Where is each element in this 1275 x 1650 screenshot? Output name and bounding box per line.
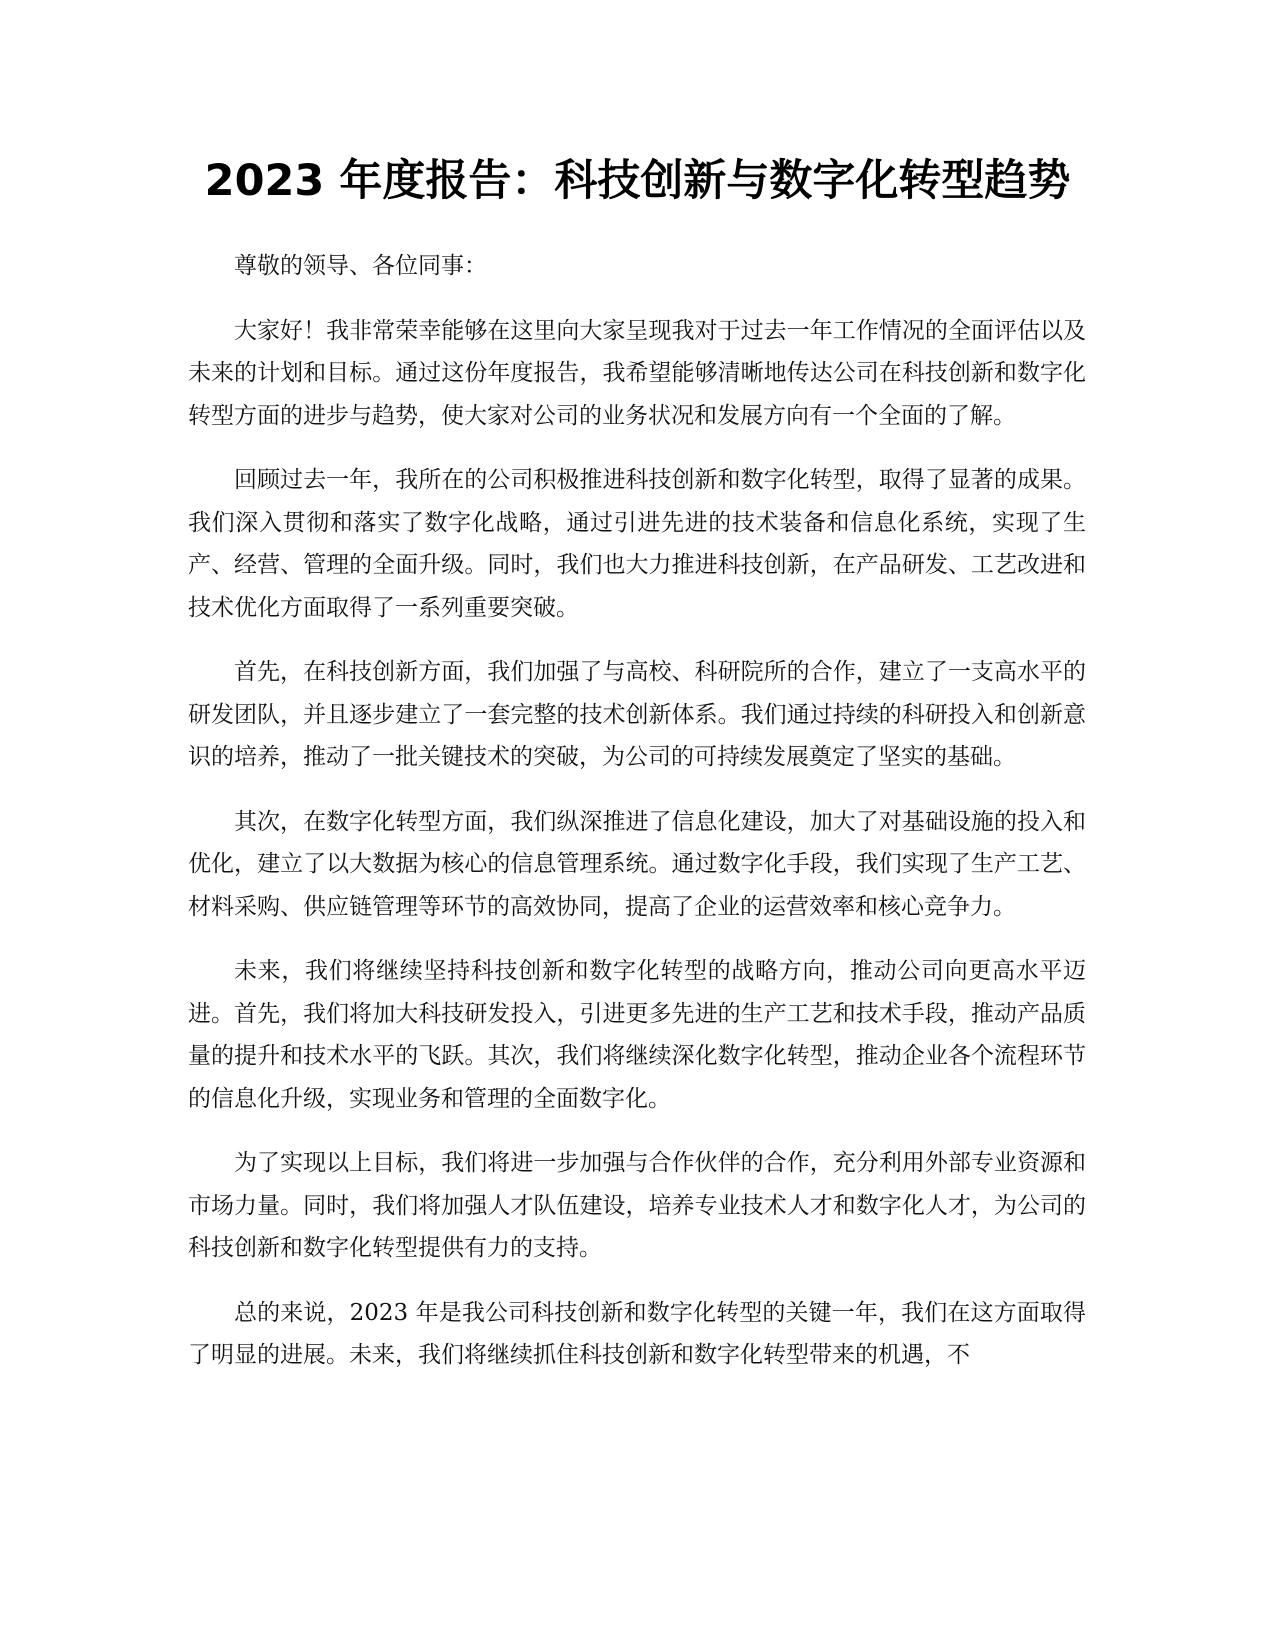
- paragraph-digital-transformation: 其次，在数字化转型方面，我们纵深推进了信息化建设，加大了对基础设施的投入和优化，建立了以大数据为核心的信息管理系统。通过数字化手段，我们实现了生产工艺、材料采购、供应链管理等环节的高效协同，提高了企业的运营效率和核心竞争力。: [188, 808, 1086, 920]
- paragraph-greeting: 大家好！我非常荣幸能够在这里向大家呈现我对于过去一年工作情况的全面评估以及未来的计划和目标。通过这份年度报告，我希望能够清晰地传达公司在科技创新和数字化转型方面的进步与趋势，使大家对公司的业务状况和发展方向有一个全面的了解。: [188, 317, 1086, 429]
- document-body: [188, 245, 1086, 1399]
- paragraph-goals: 为了实现以上目标，我们将进一步加强与合作伙伴的合作，充分利用外部专业资源和市场力量。同时，我们将加强人才队伍建设，培养专业技术人才和数字化人才，为公司的科技创新和数字化转型提供有力的支持。: [188, 1150, 1086, 1261]
- paragraph-innovation: 首先，在科技创新方面，我们加强了与高校、科研院所的合作，建立了一支高水平的研发团队，并且逐步建立了一套完整的技术创新体系。我们通过持续的科研投入和创新意识的培养，推动了一批关键技术的突破，为公司的可持续发展奠定了坚实的基础。: [188, 659, 1086, 770]
- paragraph-future: 未来，我们将继续坚持科技创新和数字化转型的战略方向，推动公司向更高水平迈进。首先，我们将加大科技研发投入，引进更多先进的生产工艺和技术手段，推动产品质量的提升和技术水平的飞跃。其次，我们将继续深化数字化转型，推动企业各个流程环节的信息化升级，实现业务和管理的全面数字化。: [188, 958, 1086, 1112]
- paragraph-salutation: 尊敬的领导、各位同事：: [234, 253, 487, 279]
- paragraph-review: 回顾过去一年，我所在的公司积极推进科技创新和数字化转型，取得了显著的成果。我们深入贯彻和落实了数字化战略，通过引进先进的技术装备和信息化系统，实现了生产、经营、管理的全面升级。同时，我们也大力推进科技创新，在产品研发、工艺改进和技术优化方面取得了一系列重要突破。: [188, 467, 1086, 621]
- paragraph-summary: 总的来说，2023 年是我公司科技创新和数字化转型的关键一年，我们在这方面取得了明显的进展。未来，我们将继续抓住科技创新和数字化转型带来的机遇，不: [188, 1299, 1086, 1368]
- document-title: 2023 年度报告：科技创新与数字化转型趋势: [204, 156, 1071, 206]
